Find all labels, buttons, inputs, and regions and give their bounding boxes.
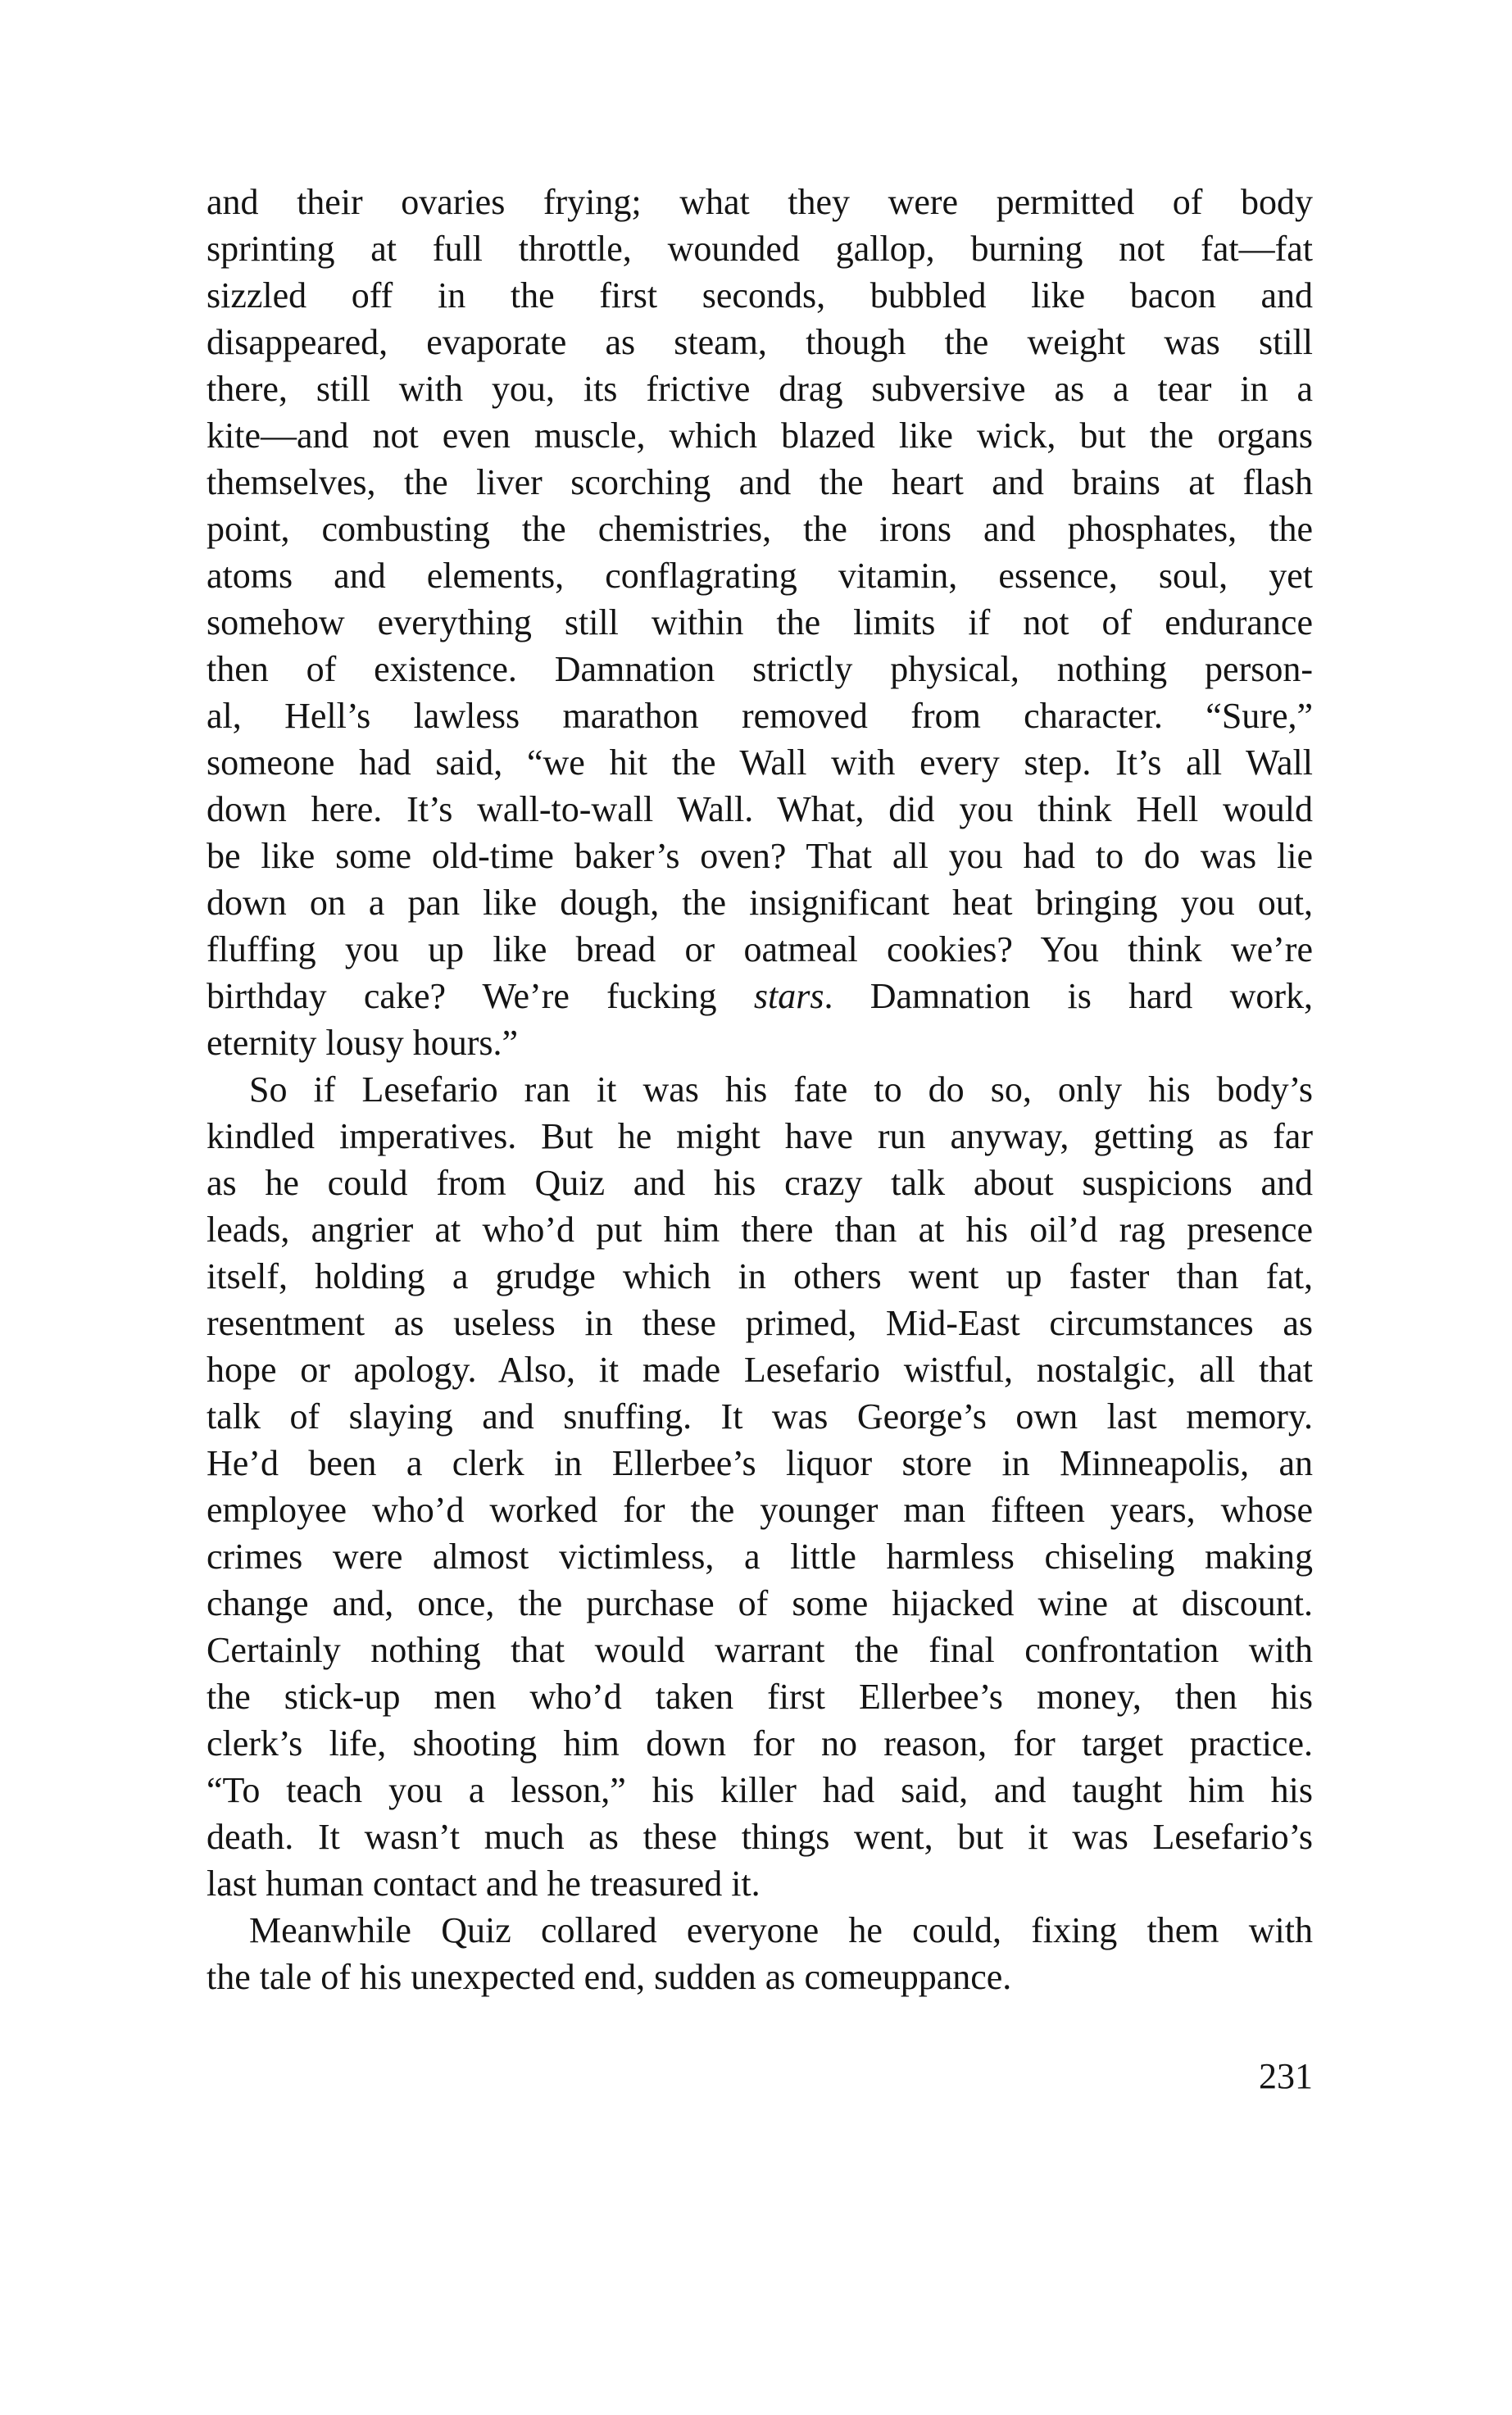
text-line: sizzled off in the first seconds, bubbled like bacon and [207,275,1313,315]
text-line: down here. It’s wall-to-wall Wall. What, did you think Hell would [207,789,1313,829]
text-line: clerk’s life, shooting him down for no reason, for target practice. [207,1723,1313,1764]
paragraph [207,1907,1313,2000]
text-line: So if Lesefario ran it was his fate to do so, only his body’s [249,1069,1313,1110]
text-line: eternity lousy hours.” [207,1023,519,1063]
text-line: kite—and not even muscle, which blazed like wick, but the organs [207,415,1313,456]
text-line: be like some old-time baker’s oven? That all you had to do was lie [207,836,1313,876]
text-line: death. It wasn’t much as these things went, but it was Lesefario’s [207,1817,1313,1857]
emphasis: stars [753,976,824,1016]
text-line: talk of slaying and snuffing. It was George’s own last memory. [207,1396,1313,1437]
text-line: sprinting at full throttle, wounded gallop, burning not fat—fat [207,229,1313,269]
text-line: Certainly nothing that would warrant the final confrontation with [207,1630,1313,1670]
paragraph [207,1066,1313,1907]
text-line: disappeared, evaporate as steam, though the weight was still [207,322,1313,362]
text-line: itself, holding a grudge which in others went up faster than fat, [207,1256,1313,1296]
text-line: then of existence. Damnation strictly physical, nothing person- [207,649,1313,689]
paragraph [207,179,1313,1066]
text-line: resentment as useless in these primed, Mid-East circumstances as [207,1303,1313,1343]
text-line: leads, angrier at who’d put him there than at his oil’d rag presence [207,1210,1313,1250]
text-line: somehow everything still within the limits if not of endurance [207,602,1313,642]
text-line: there, still with you, its frictive drag subversive as a tear in a [207,369,1313,409]
text-line: themselves, the liver scorching and the heart and brains at flash [207,462,1313,502]
text-line: change and, once, the purchase of some hijacked wine at discount. [207,1583,1313,1623]
text-line: down on a pan like dough, the insignificant heat bringing you out, [207,883,1313,923]
text-line: crimes were almost victimless, a little harmless chiseling making [207,1537,1313,1577]
body-text [207,179,1313,2000]
text-line: fluffing you up like bread or oatmeal cookies? You think we’re [207,929,1313,969]
text-line: someone had said, “we hit the Wall with every step. It’s all Wall [207,742,1313,783]
text-line: hope or apology. Also, it made Lesefario wistful, nostalgic, all that [207,1350,1313,1390]
text-line: as he could from Quiz and his crazy talk about suspicions and [207,1163,1313,1203]
text-line: employee who’d worked for the younger man fifteen years, whose [207,1490,1313,1530]
text-line: Meanwhile Quiz collared everyone he could, fixing them with [249,1910,1313,1950]
text-line: and their ovaries frying; what they were permitted of body [207,182,1313,222]
text-line: last human contact and he treasured it. [207,1863,761,1904]
text-line: “To teach you a lesson,” his killer had said, and taught him his [207,1770,1313,1810]
text-line: kindled imperatives. But he might have run anyway, getting as far [207,1116,1313,1156]
text-line: birthday cake? We’re fucking stars. Damnation is hard work, [207,976,1314,1016]
text-line: the stick-up men who’d taken first Ellerbee’s money, then his [207,1677,1313,1717]
text-line: point, combusting the chemistries, the irons and phosphates, the [207,509,1313,549]
text-line: the tale of his unexpected end, sudden as comeuppance. [207,1957,1012,1997]
text-line: al, Hell’s lawless marathon removed from character. “Sure,” [207,696,1313,736]
page-number: 231 [1259,2056,1313,2096]
text-line: atoms and elements, conflagrating vitamin, essence, soul, yet [207,556,1313,596]
text-line: He’d been a clerk in Ellerbee’s liquor store in Minneapolis, an [207,1443,1313,1483]
